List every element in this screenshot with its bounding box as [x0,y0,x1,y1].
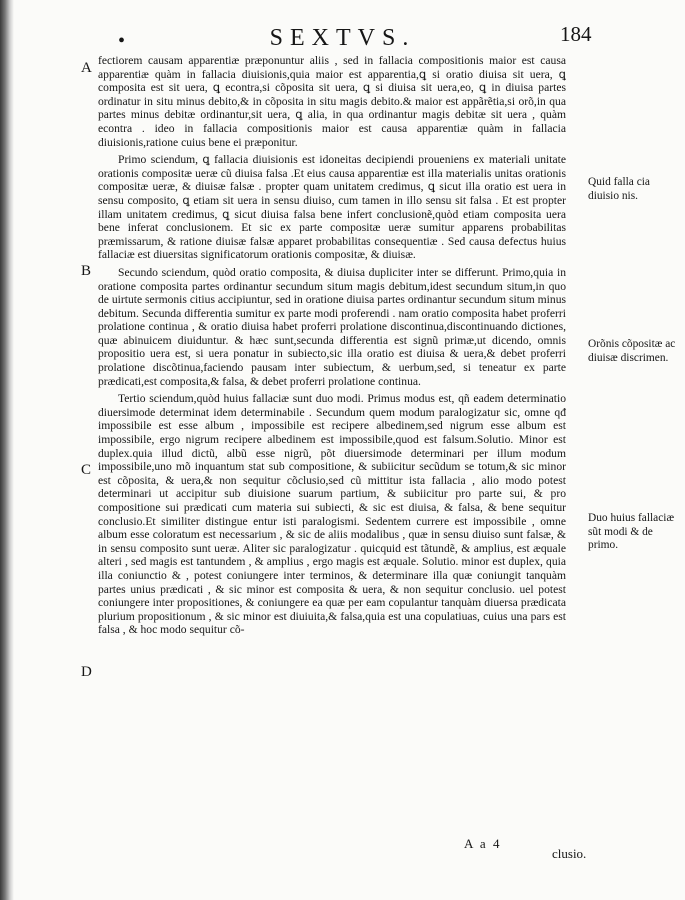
margin-letter-b: B [81,263,92,279]
header-ornament: • [118,30,126,52]
main-text [98,54,566,637]
signature-mark: A a 4 [464,836,502,851]
margin-letter-d: D [81,664,92,680]
marginal-note-1: Quid falla cia diuisio nis. [588,176,650,202]
binding-gutter [0,0,14,900]
paragraph-intro: fectiorem causam apparentiæ præponuntur aliis , sed in fallacia compositionis maior est causa apparentiæ quàm in fallacia diuisionis,quia maior est apparentia,ꝗ si oratio diuisa sit uera, ꝗ composita est sit uera, ꝗ econtra,si cõposita sit uera, ꝗ si diuisa sit uera,eo, ꝗ in diuisa partes ordinatur in situ minus debito,& in cõposita in situ magis debito.& maior est appãrẽtia,si orõ,in qua partes minus debitæ ordinantur,sit uera, ꝗ alia, in qua ordinantur magis debitæ sit uera , quàm econtra . ideo in fallacia compositionis maior est causa apparentiæ quàm in fallacia diuisionis,ratione cuius bene ei præponitur. [98,54,566,149]
marginal-note-3: Duo huius fallaciæ sũt modi & de primo. [588,512,675,552]
running-head: SEXTVS. [269,25,416,51]
paragraph-primo: Primo sciendum, ꝗ fallacia diuisionis est idoneitas decipiendi proueniens ex materiali unitate orationis compositæ ueræ cũ diuisa falsa .Et eius causa apparentiæ est illa materialis unitas orationis compositæ ueræ, & diuisæ falsæ . propter quam unitatem credimus, ꝗ sicut illa oratio est uera in sensu composito, ꝗ etiam sit uera in sensu diuiso, cum tamen in illo sensu sit falsa . Et est propter illam unitatem credimus, ꝗ sicut diuisa falsa bene infert conclusionẽ,quòd etiam composita uera bene inferat conclusionem. Et sic ex parte compositæ ueræ sumitur apparens probabilitas præmissarum, & ratione diuisæ falsæ apparet probabilitas consequentiæ . Sed causa defectus huius fallaciæ est diuersitas significatorum orationis compositæ, & diuisæ. [98,153,566,262]
catchword: clusio. [552,846,587,861]
page-number: 184 [560,22,592,46]
marginal-note-2: Orõnis cõpositæ ac diuisæ discrimen. [588,338,676,364]
paragraph-secundo: Secundo sciendum, quòd oratio composita, & diuisa dupliciter inter se differunt. Primo,quia in oratione composita partes ordinantur secundum situm magis debitum,idest secundum situm,in quo de uirtute sermonis citius accipiuntur, sed in oratione diuisa partes ordinantur secundum situm minus debitum. Secunda differentia sumitur ex parte modi proferendi . nam oratio composita habet proferri prolatione continua , & oratio diuisa habet proferri prolatione discontinua,discontinuando dictiones, quæ abinuicem diuiduntur. & hæc sunt,secunda differentia est signũ primæ,ut dicendo, omnis propositio uera est, si uera ponatur in subiecto,sic illa oratio est diuisa & uera,& debet proferri prolatione discõtinua,faciendo pausam inter subiectum, & uerbum,sed, si teneatur ex parte prædicati,est composita,& falsa, & debet proferri prolatione continua. [98,265,566,388]
margin-letter-a: A [81,60,92,76]
paragraph-tertio: Tertio sciendum,quòd huius fallaciæ sunt duo modi. Primus modus est, qñ eadem determinatio diuersimode determinat idem determinabile . Secundum quem modum paralogizatur sic, omne qđ impossibile est esse album , impossibile est recipere albedinem,sed nigrum esse album est impossibile, ergo nigrum recipere albedinem est impossibile,quod est falsum.Solutio. Minor est duplex.quia illud dictũ, albũ esse nigrũ, põt diuersimode determinari per illum modum impossibile,uno mõ inquantum stat sub compositione, & subiicitur secũdum se totum,& sic minor est cõposita, & uera,& non sequitur cõclusio,sed cũ mittitur ista fallacia , alio modo potest determinari ut accipitur sub diuisione suarum partium, & subiicitur pro parte sui, & pro compositione sui prædicati cum materia sui subiecti, & sic est diuisa, & falsa, & bene sequitur conclusio.Et similiter distingue entur isti paralogismi. Sedentem currere est impossibile , omne album esse coloratum est necessarium , & sic de aliis modalibus , quæ in sensu diuiso sunt falsæ, & in sensu composito sunt ueræ. Aliter sic paralogizatur . quicquid est tãtundẽ, & amplius, est æquale alteri , sed magis est tantundem , & amplius , ergo magis est æquale. Solutio. minor est duplex, quia illa coniunctio & , potest coniungere inter terminos, & determinare illa quæ coniungit tanquàm partes unius prædicati , & sic minor est composita & uera, & non sequitur conclusio. uel potest coniungere inter propositiones, & coniungere ea quæ per eam copulantur tanquàm diuersa prædicata plurium propositionum , & sic minor est diuiuita,& falsa,quia est una copulatiuas, cuius una pars est falsa , & hoc modo sequitur cõ- [98,392,566,637]
margin-letter-c: C [81,462,92,478]
